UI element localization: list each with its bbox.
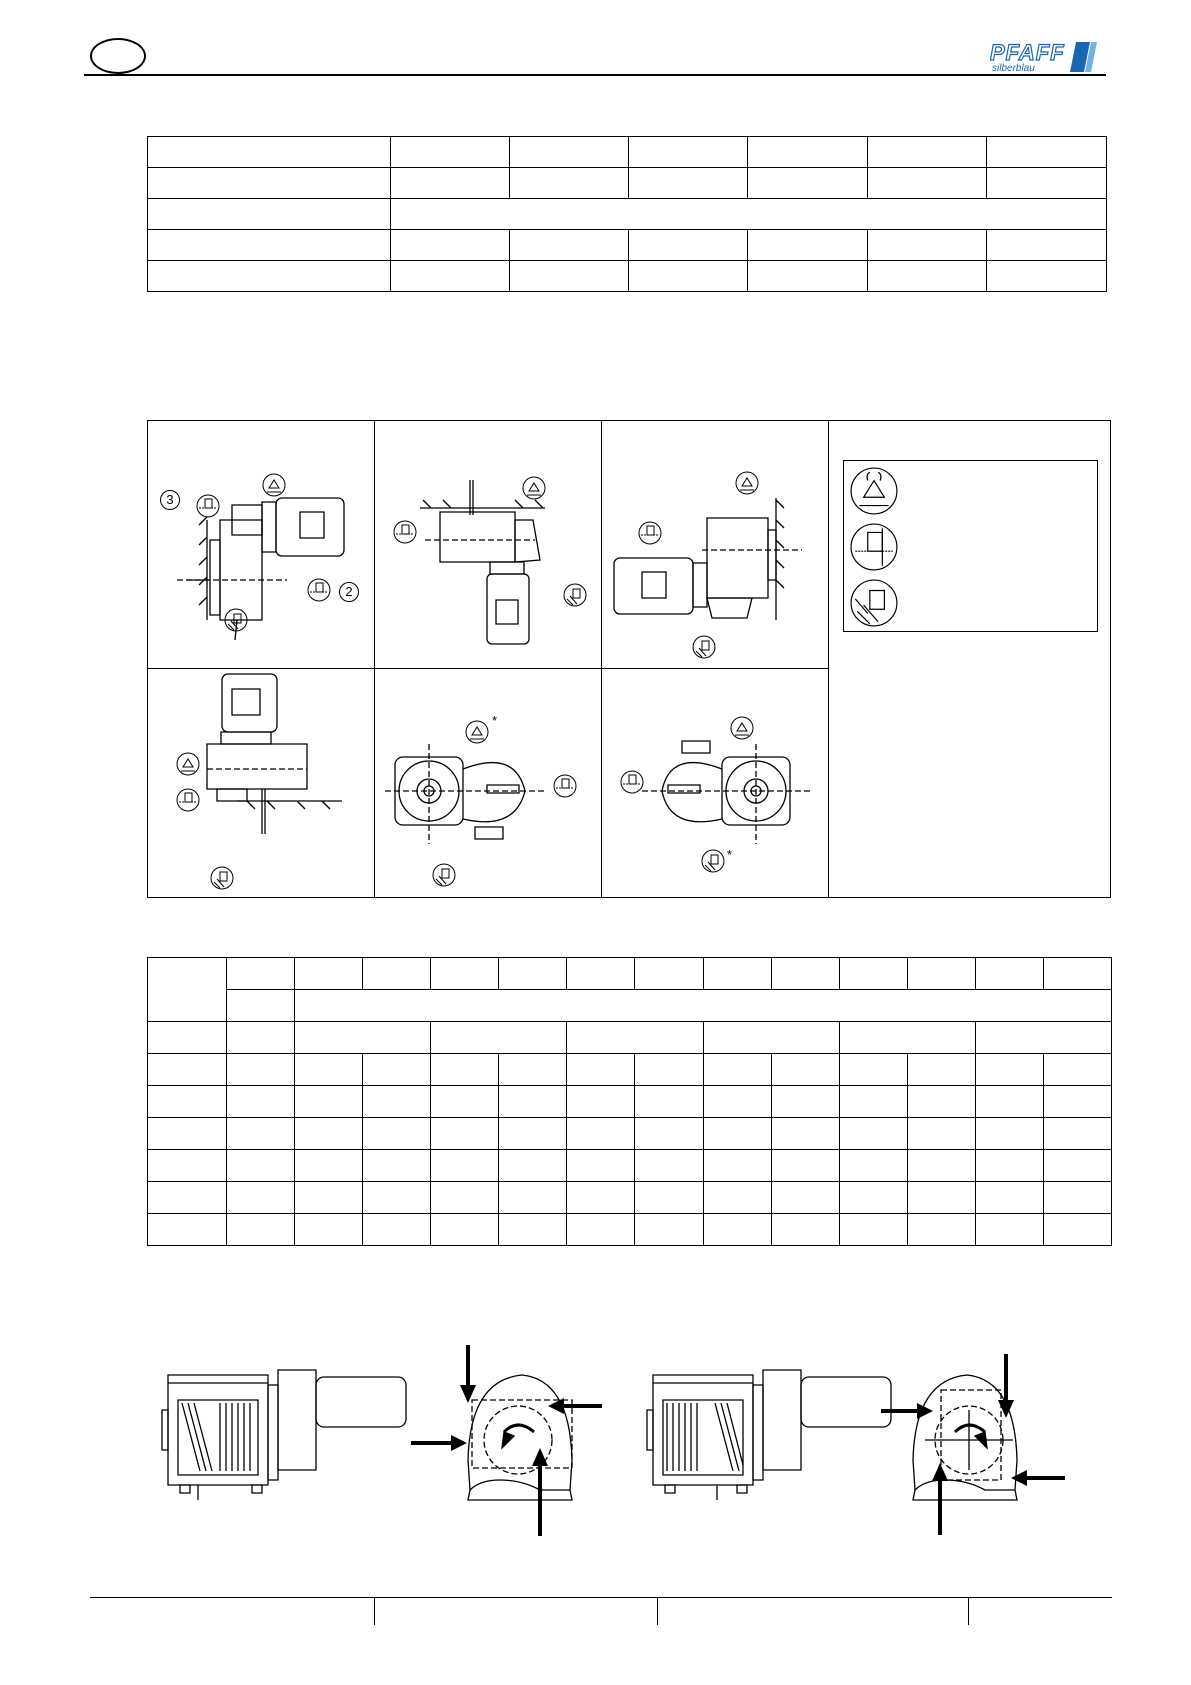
t2-cell	[839, 1054, 907, 1086]
mounting-position-1-drawing	[147, 420, 375, 669]
t1-cell	[629, 230, 748, 261]
t2-cell	[703, 1150, 771, 1182]
t1-cell	[987, 168, 1107, 199]
vent-plug-icon	[730, 716, 754, 740]
vent-plug-icon	[735, 471, 759, 495]
vent-plug-icon	[465, 720, 489, 744]
t2-cell	[975, 1182, 1043, 1214]
t1-cell	[748, 168, 868, 199]
t1-cell	[509, 261, 629, 292]
t2-cell	[499, 1118, 567, 1150]
t2-cell	[975, 1150, 1043, 1182]
t2-cell	[363, 1214, 431, 1246]
drain-plug-icon	[692, 635, 716, 659]
t2-cell	[227, 990, 295, 1022]
t2-cell	[227, 958, 295, 990]
t2-cell	[907, 1086, 975, 1118]
t2-cell	[975, 1214, 1043, 1246]
t2-cell	[839, 1086, 907, 1118]
t2-cell	[431, 1086, 499, 1118]
t2-cell	[839, 1214, 907, 1246]
oil-level-plug-icon	[553, 774, 577, 798]
force-arrow-right	[411, 1435, 467, 1451]
t2-cell	[499, 1182, 567, 1214]
t2-cell	[703, 1086, 771, 1118]
t2-cell	[363, 1054, 431, 1086]
footer-divider	[968, 1597, 969, 1625]
winch-side-view-left	[160, 1365, 410, 1505]
t2-cell	[148, 1150, 227, 1182]
t2-cell	[363, 1086, 431, 1118]
t2-cell	[431, 1054, 499, 1086]
t1-cell	[868, 261, 987, 292]
t2-cell	[703, 958, 771, 990]
t1-cell	[148, 261, 391, 292]
t2-cell	[227, 1150, 295, 1182]
t2-cell	[703, 1118, 771, 1150]
t2-cell	[907, 1182, 975, 1214]
t1-cell	[148, 168, 391, 199]
t2-cell	[567, 1118, 635, 1150]
winch-end-view-right	[895, 1340, 1095, 1540]
mounting-position-3-drawing	[602, 420, 829, 669]
t1-cell	[987, 261, 1107, 292]
t2-group-cell	[703, 1022, 839, 1054]
t2-cell	[227, 1022, 295, 1054]
t2-cell	[1043, 1086, 1111, 1118]
t2-cell	[703, 1214, 771, 1246]
svg-text:PFAFF: PFAFF	[990, 40, 1065, 65]
t2-cell	[295, 958, 363, 990]
t2-cell	[771, 1214, 839, 1246]
drain-plug-icon	[224, 608, 248, 632]
t2-cell	[771, 1182, 839, 1214]
t2-group-cell	[295, 1022, 431, 1054]
t2-cell	[295, 1182, 363, 1214]
t1-cell	[390, 261, 509, 292]
winch-side-view-right	[645, 1365, 895, 1505]
t1-cell	[629, 168, 748, 199]
specification-table-1	[147, 136, 1107, 292]
force-arrow-right	[881, 1403, 933, 1419]
t1-cell	[509, 230, 629, 261]
footer-divider	[657, 1597, 658, 1625]
t1-cell	[148, 230, 391, 261]
t1-cell	[390, 168, 509, 199]
drain-plug-icon	[563, 583, 587, 607]
force-arrow-up	[932, 1463, 948, 1535]
t2-cell	[1043, 1150, 1111, 1182]
t2-row-header	[148, 958, 227, 1022]
t2-cell	[227, 1054, 295, 1086]
vent-plug-icon	[849, 466, 899, 516]
t2-cell	[635, 958, 703, 990]
t2-cell	[907, 1054, 975, 1086]
vent-plug-icon	[262, 473, 286, 497]
t2-cell	[635, 1118, 703, 1150]
t2-cell	[431, 1118, 499, 1150]
t2-cell	[363, 958, 431, 990]
t2-cell	[839, 1182, 907, 1214]
t2-cell	[499, 1214, 567, 1246]
footnote-marker: *	[727, 847, 733, 862]
callout-3: 3	[160, 490, 180, 510]
t2-cell	[567, 1086, 635, 1118]
t2-cell	[771, 1054, 839, 1086]
t2-cell	[148, 1182, 227, 1214]
drain-plug-icon	[432, 863, 456, 887]
t2-cell	[771, 1086, 839, 1118]
footnote-marker: *	[492, 713, 498, 728]
t2-cell	[907, 1118, 975, 1150]
force-arrow-left	[1011, 1470, 1065, 1486]
t2-cell	[635, 1086, 703, 1118]
t1-cell	[148, 199, 391, 230]
oil-level-plug-icon	[638, 521, 662, 545]
t2-cell	[363, 1150, 431, 1182]
t2-group-cell	[567, 1022, 703, 1054]
t2-cell	[431, 1214, 499, 1246]
vent-plug-icon	[176, 752, 200, 776]
t1-cell	[868, 137, 987, 168]
footer-divider	[374, 1597, 375, 1625]
t2-group-cell	[431, 1022, 567, 1054]
t1-cell	[629, 137, 748, 168]
t2-cell	[1043, 1182, 1111, 1214]
force-arrow-up	[532, 1448, 548, 1538]
t2-cell	[703, 1182, 771, 1214]
t2-cell	[703, 1054, 771, 1086]
t2-cell	[499, 1054, 567, 1086]
pfaff-silberblau-logo	[990, 40, 1100, 76]
drain-plug-icon	[849, 578, 899, 628]
t2-group-cell	[975, 1022, 1111, 1054]
svg-text:silberblau: silberblau	[992, 63, 1035, 74]
t2-cell	[431, 958, 499, 990]
t2-cell	[148, 1118, 227, 1150]
drain-plug-icon	[210, 866, 234, 890]
vent-plug-icon	[522, 476, 546, 500]
t2-cell	[363, 1182, 431, 1214]
t2-cell	[148, 1054, 227, 1086]
t2-cell	[839, 1150, 907, 1182]
t1-cell	[629, 261, 748, 292]
t1-cell	[868, 168, 987, 199]
t1-cell	[868, 230, 987, 261]
t2-cell	[567, 1182, 635, 1214]
t2-cell	[635, 1214, 703, 1246]
t1-cell	[509, 168, 629, 199]
force-arrow-down	[998, 1354, 1014, 1420]
t2-cell	[567, 1054, 635, 1086]
force-arrow-left	[548, 1398, 602, 1414]
t1-cell	[390, 230, 509, 261]
t2-cell	[975, 958, 1043, 990]
force-arrow-down	[460, 1345, 476, 1405]
t1-cell	[148, 137, 391, 168]
t2-cell	[567, 958, 635, 990]
t2-cell	[635, 1054, 703, 1086]
t2-cell	[771, 1150, 839, 1182]
t2-cell	[635, 1182, 703, 1214]
t2-cell	[567, 1150, 635, 1182]
t2-cell	[839, 1118, 907, 1150]
t2-cell	[771, 958, 839, 990]
t2-cell	[635, 1150, 703, 1182]
t1-cell	[509, 137, 629, 168]
t2-cell	[148, 1022, 227, 1054]
t2-cell	[1043, 1118, 1111, 1150]
t2-cell	[431, 1150, 499, 1182]
t2-cell	[499, 958, 567, 990]
t2-cell	[363, 1118, 431, 1150]
oil-level-plug-icon	[176, 788, 200, 812]
t2-cell	[907, 1150, 975, 1182]
mounting-position-4-drawing	[147, 669, 375, 898]
t2-cell	[295, 1086, 363, 1118]
t2-cell	[148, 1086, 227, 1118]
t1-merged-cell	[390, 199, 1106, 230]
t2-cell	[227, 1182, 295, 1214]
t2-cell	[907, 958, 975, 990]
t2-cell	[431, 1182, 499, 1214]
t1-cell	[987, 230, 1107, 261]
t1-cell	[748, 261, 868, 292]
t2-cell	[1043, 958, 1111, 990]
oil-level-plug-icon	[307, 578, 331, 602]
t2-cell	[295, 1118, 363, 1150]
t2-cell	[839, 958, 907, 990]
oil-level-plug-icon	[196, 494, 220, 518]
header-rule	[84, 74, 1106, 76]
t2-cell	[227, 1118, 295, 1150]
t1-cell	[987, 137, 1107, 168]
specification-table-2	[147, 957, 1112, 1246]
callout-2: 2	[339, 582, 359, 602]
oil-level-plug-icon	[620, 770, 644, 794]
oil-level-plug-icon	[393, 520, 417, 544]
t2-merged-cell	[295, 990, 1112, 1022]
t1-cell	[748, 230, 868, 261]
t2-cell	[975, 1086, 1043, 1118]
mounting-position-2-drawing	[375, 420, 602, 669]
t2-cell	[975, 1054, 1043, 1086]
t2-cell	[1043, 1214, 1111, 1246]
t2-group-cell	[839, 1022, 975, 1054]
t2-cell	[771, 1118, 839, 1150]
language-badge	[90, 38, 146, 74]
t2-cell	[907, 1214, 975, 1246]
t2-cell	[499, 1086, 567, 1118]
oil-level-plug-icon	[849, 522, 899, 572]
t2-cell	[295, 1214, 363, 1246]
t2-cell	[295, 1150, 363, 1182]
t2-cell	[975, 1118, 1043, 1150]
t2-cell	[295, 1054, 363, 1086]
t1-cell	[390, 137, 509, 168]
drain-plug-icon	[701, 849, 725, 873]
t2-cell	[148, 1214, 227, 1246]
t2-cell	[499, 1150, 567, 1182]
t2-cell	[1043, 1054, 1111, 1086]
footer-rule	[90, 1597, 1112, 1598]
t2-cell	[227, 1086, 295, 1118]
t2-cell	[567, 1214, 635, 1246]
t2-cell	[227, 1214, 295, 1246]
t1-cell	[748, 137, 868, 168]
